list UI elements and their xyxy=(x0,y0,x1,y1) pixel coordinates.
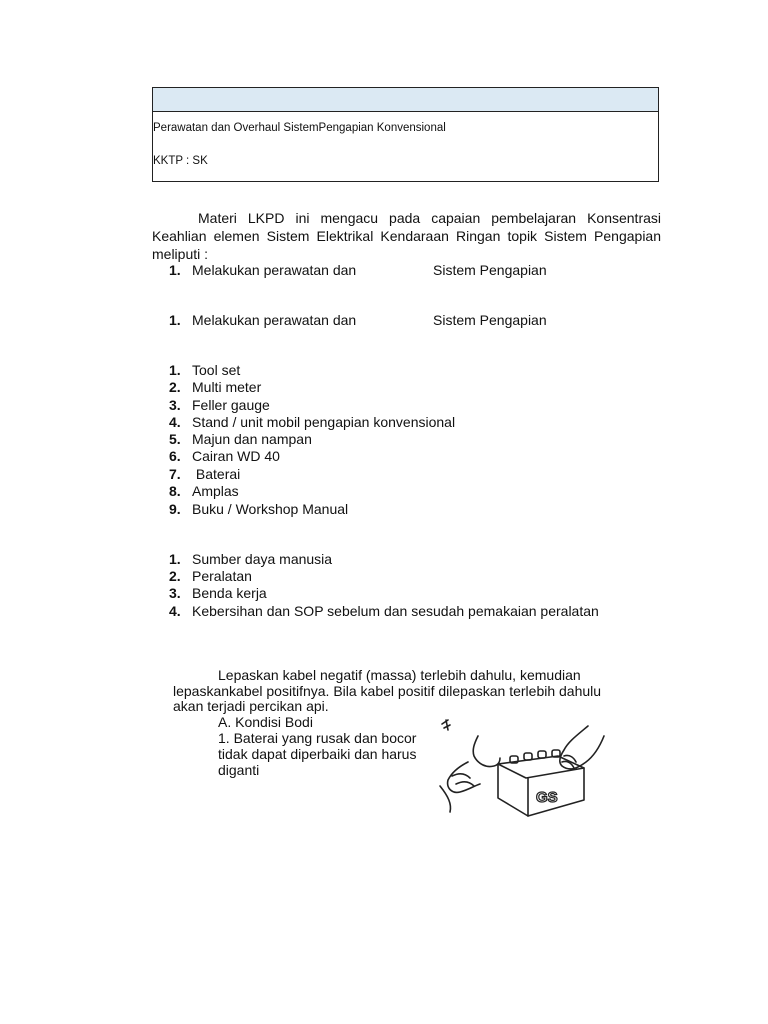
list-text: Buku / Workshop Manual xyxy=(192,501,349,517)
list-text: Melakukan perawatan dan xyxy=(192,262,357,278)
list-text: Feller gauge xyxy=(192,397,270,413)
list-number: 6. xyxy=(169,448,181,464)
procedure-line-2: lepaskankabel positifnya. Bila kabel positif dilepaskan terlebih dahulu xyxy=(173,683,602,699)
list-number: 1. xyxy=(169,362,181,378)
list-text: Sumber daya manusia xyxy=(192,551,333,567)
list-text: Peralatan xyxy=(192,568,252,584)
list-text: Benda kerja xyxy=(192,585,267,601)
list-number: 2. xyxy=(169,379,181,395)
list-number: 1. xyxy=(169,312,181,328)
list-text-continued: Sistem Pengapian xyxy=(433,312,547,328)
list-text: Melakukan perawatan dan xyxy=(192,312,357,328)
list-number: 4. xyxy=(169,414,181,430)
list-text: Majun dan nampan xyxy=(192,431,312,447)
list-text: Amplas xyxy=(192,483,239,499)
battery-hands-illustration xyxy=(438,716,606,826)
list-number: 5. xyxy=(169,431,181,447)
condition-line-2: tidak dapat diperbaiki dan harus xyxy=(218,746,417,762)
header-band xyxy=(153,88,658,112)
list-number: 8. xyxy=(169,483,181,499)
list-number: 7. xyxy=(169,466,181,482)
list-text: Tool set xyxy=(192,362,241,378)
header-table xyxy=(152,87,659,182)
list-number: 4. xyxy=(169,603,181,619)
intro-paragraph xyxy=(152,209,661,263)
condition-line-1: 1. Baterai yang rusak dan bocor xyxy=(218,730,417,746)
intro-text: Materi LKPD ini mengacu pada capaian pembelajaran Konsentrasi Keahlian elemen Sistem Elektrikal Kendaraan Ringan topik Sistem Pengapian meliputi : xyxy=(152,210,661,262)
list-number: 3. xyxy=(169,585,181,601)
list-text: Baterai xyxy=(192,466,241,482)
list-text: Stand / unit mobil pengapian konvensional xyxy=(192,414,456,430)
list-number: 2. xyxy=(169,568,181,584)
procedure-line-3: akan terjadi percikan api. xyxy=(173,698,329,714)
list-number: 1. xyxy=(169,551,181,567)
procedure-line-1: Lepaskan kabel negatif (massa) terlebih dahulu, kemudian xyxy=(218,667,581,683)
list-text: Kebersihan dan SOP sebelum dan sesudah pemakaian peralatan xyxy=(192,603,599,619)
list-number: 1. xyxy=(169,262,181,278)
list-number: 9. xyxy=(169,501,181,517)
list-text: Cairan WD 40 xyxy=(192,448,280,464)
condition-line-3: diganti xyxy=(218,762,260,778)
list-text: Multi meter xyxy=(192,379,262,395)
section-heading: A. Kondisi Bodi xyxy=(218,714,313,730)
header-title: Perawatan dan Overhaul SistemPengapian Konvensional xyxy=(153,122,446,134)
list-text-continued: Sistem Pengapian xyxy=(433,262,547,278)
header-kktp: KKTP : SK xyxy=(153,155,208,167)
list-number: 3. xyxy=(169,397,181,413)
battery-label: GS xyxy=(536,789,558,806)
